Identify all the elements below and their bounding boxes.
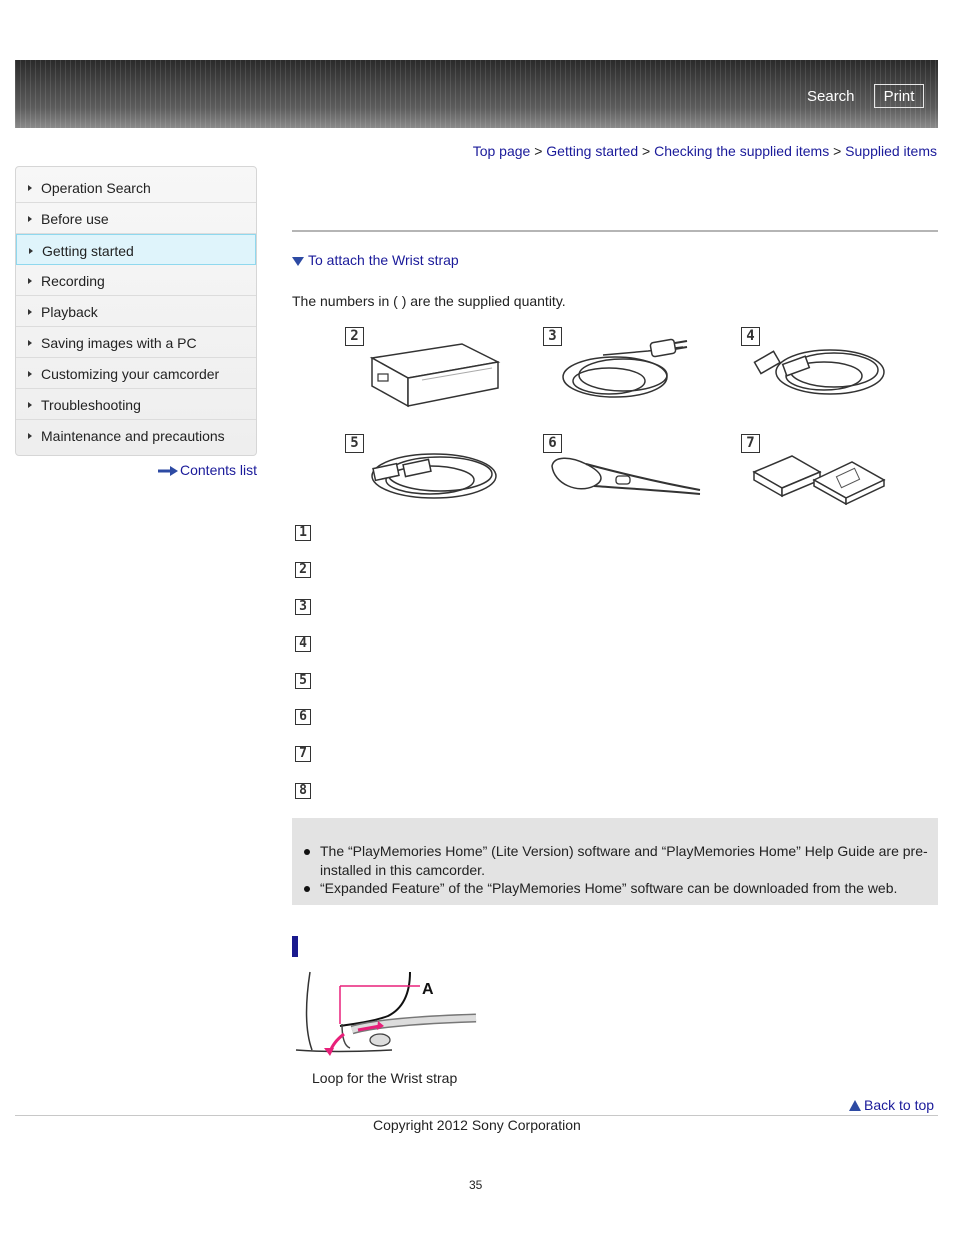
sidebar-item-label: Playback: [41, 304, 98, 320]
list-number-badge: 7: [295, 746, 311, 762]
sidebar-item-label: Saving images with a PC: [41, 335, 197, 351]
sidebar-item-label: Troubleshooting: [41, 397, 141, 413]
sidebar-item-label: Maintenance and precautions: [41, 428, 225, 444]
caret-right-icon: [28, 371, 32, 377]
caret-right-icon: [28, 216, 32, 222]
title-divider: [292, 230, 938, 232]
list-number-badge: 2: [295, 562, 311, 578]
note-text: “Expanded Feature” of the “PlayMemories Home” software can be downloaded from the web.: [320, 880, 898, 896]
attach-link-label: To attach the Wrist strap: [308, 252, 459, 268]
callout-label-a: A: [422, 981, 434, 998]
caret-right-icon: [28, 402, 32, 408]
sidebar-item-label: Before use: [41, 211, 109, 227]
page-number: 35: [469, 1178, 483, 1192]
battery-pack-image: [748, 450, 888, 505]
power-cord-image: [553, 325, 703, 405]
sidebar-item-troubleshooting[interactable]: [16, 389, 256, 420]
sidebar-item-label: Recording: [41, 273, 105, 289]
item-number-badge: 2: [345, 327, 364, 346]
list-number-badge: 1: [295, 525, 311, 541]
back-to-top-label: Back to top: [864, 1097, 935, 1113]
breadcrumb-separator: >: [534, 143, 543, 159]
section-heading-bar: [292, 936, 298, 957]
note-text: The “PlayMemories Home” (Lite Version) software and “PlayMemories Home” Help Guide are pre-installed in this camcorder.: [320, 843, 928, 878]
contents-list-link[interactable]: [158, 462, 257, 478]
breadcrumb-separator: >: [833, 143, 842, 159]
list-number-badge: 4: [295, 636, 311, 652]
footer-divider: [15, 1115, 938, 1116]
wrist-strap-image: [546, 450, 706, 500]
breadcrumb: [473, 143, 937, 159]
sidebar-item-getting-started[interactable]: [16, 234, 256, 265]
caret-right-icon: [28, 185, 32, 191]
bullet-icon: [304, 849, 310, 855]
sidebar-item-customizing[interactable]: [16, 358, 256, 389]
intro-text: The numbers in ( ) are the supplied quantity.: [292, 293, 566, 309]
caret-right-icon: [28, 309, 32, 315]
list-number-badge: 5: [295, 673, 311, 689]
bullet-icon: [304, 886, 310, 892]
sidebar-item-maintenance[interactable]: [16, 420, 256, 451]
triangle-down-icon: [292, 257, 304, 266]
item-number-badge: 5: [345, 434, 364, 453]
item-number-badge: 7: [741, 434, 760, 453]
sidebar-item-operation-search[interactable]: [16, 172, 256, 203]
item-number-badge: 6: [543, 434, 562, 453]
list-number-badge: 8: [295, 783, 311, 799]
page-header: [15, 60, 938, 128]
loop-caption: Loop for the Wrist strap: [312, 1070, 458, 1086]
list-number-badge: 3: [295, 599, 311, 615]
hdmi-cable-image: [748, 330, 888, 402]
sidebar-item-playback[interactable]: [16, 296, 256, 327]
sidebar-item-label: Customizing your camcorder: [41, 366, 220, 382]
caret-right-icon: [28, 278, 32, 284]
attach-wrist-strap-link[interactable]: [292, 252, 459, 268]
note-item: [320, 842, 930, 880]
list-number-badge: 6: [295, 709, 311, 725]
caret-right-icon: [29, 248, 33, 254]
item-number-badge: 3: [543, 327, 562, 346]
breadcrumb-top-page[interactable]: Top page: [472, 143, 531, 159]
sidebar-item-before-use[interactable]: [16, 203, 256, 234]
sidebar-nav: [15, 166, 257, 456]
note-item: [320, 879, 930, 898]
breadcrumb-separator: >: [642, 143, 651, 159]
sidebar-item-label: Operation Search: [41, 180, 151, 196]
sidebar-item-saving-images[interactable]: [16, 327, 256, 358]
ac-adaptor-image: [362, 330, 502, 410]
triangle-up-icon: [849, 1100, 861, 1111]
back-to-top-link[interactable]: [849, 1097, 934, 1113]
breadcrumb-supplied-items[interactable]: Supplied items: [845, 143, 937, 159]
sidebar-item-label: Getting started: [42, 243, 134, 259]
item-number-badge: 4: [741, 327, 760, 346]
search-button[interactable]: Search: [807, 88, 855, 105]
sidebar-item-recording[interactable]: [16, 265, 256, 296]
caret-right-icon: [28, 433, 32, 439]
wrist-strap-attach-illustration: [292, 968, 482, 1058]
breadcrumb-getting-started[interactable]: Getting started: [546, 143, 639, 159]
copyright-text: Copyright 2012 Sony Corporation: [373, 1117, 581, 1133]
usb-cable-image: [362, 440, 502, 504]
notes-box: [292, 818, 938, 905]
contents-list-label: Contents list: [180, 462, 258, 478]
breadcrumb-checking-supplied-items[interactable]: Checking the supplied items: [654, 143, 830, 159]
print-button[interactable]: Print: [874, 84, 924, 108]
arrow-right-icon: [158, 466, 178, 476]
caret-right-icon: [28, 340, 32, 346]
